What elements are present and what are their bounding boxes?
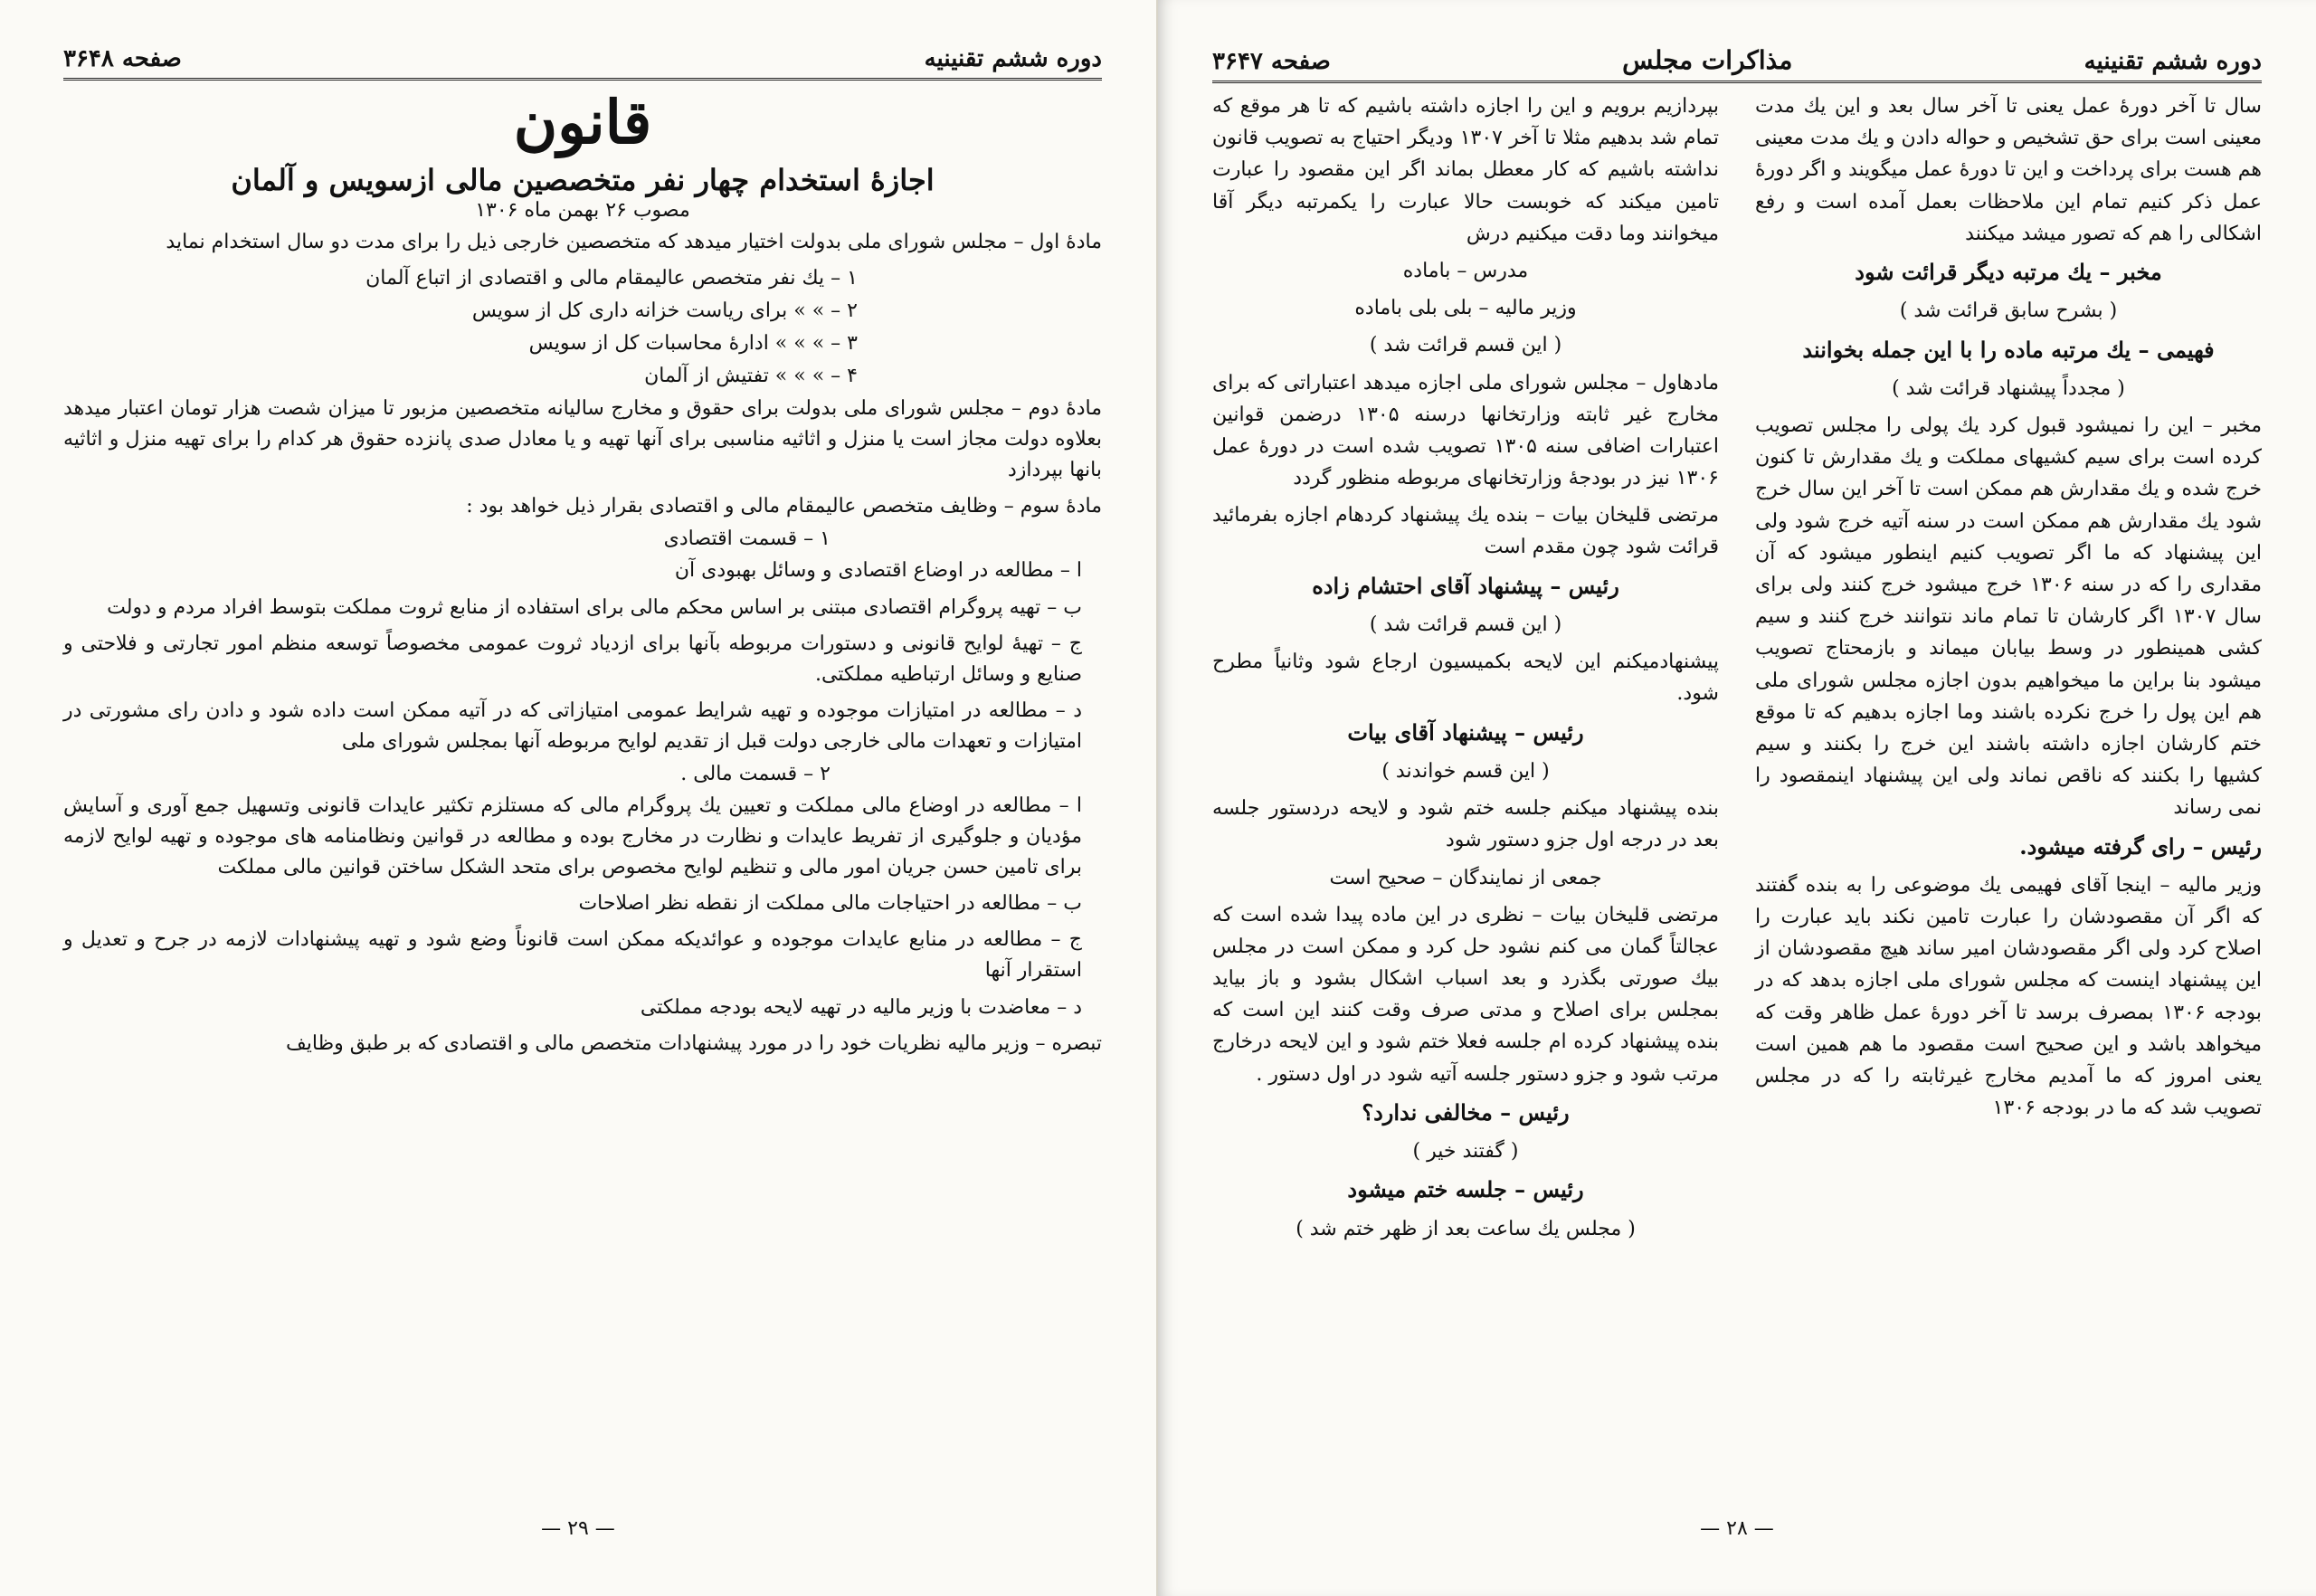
header-page-number: صفحه ۳۶۴۸ — [63, 45, 182, 72]
section-financial-heading: ۲ – قسمت مالی . — [680, 763, 831, 785]
financial-item: د – معاضدت با وزیر مالیه در تهیه لایحه بودجه مملکتی — [640, 995, 1082, 1019]
column-right — [1755, 90, 2262, 1502]
section-economic-heading: ۱ – قسمت اقتصادی — [663, 527, 831, 551]
paragraph: مخبر – این را نمیشود قبول کرد یك پولی را مجلس تصویب کرده است برای سیم کشیهای مملکت و یك مقدارش تا کنون خرج شده و یك مقدارش هم ممکن است تا آخر این سال خرج شود یك مقدارش هم ممکن است در سنه آتیه خرج شود ولی این پیشنهاد که ما اگر تصویب کنیم اینطور میشود که آن مقداری را که در سنه ۱۳۰۶ خرج میشود خرج کنند ولی برای سال ۱۳۰۷ اگر کارشان تا تمام ماند نتوانند خرج کنند و سیم کشی همینطور در وسط بیابان میماند و بازمحتاج تصویب میشود بنا براین ما میخواهیم بدون اجازه مجلس شورای ملی هم این پول را خرج نکرده باشند وما اجازه بدهیم که تا موقع ختم کارشان اجازه داشته باشند این خرج را بکنند و سیم کشیها را بکنند که ناقص نماند ولی این پیشنهاد اینمقصود را نمی رساند — [1755, 414, 2262, 820]
paragraph: بنده پیشنهاد میکنم جلسه ختم شود و لایحه دردستور جلسه بعد در درجه اول جزو دستور شود — [1212, 797, 1719, 852]
list-item: ۱ – یك نفر متخصص عالیمقام مالی و اقتصادی از اتباع آلمان — [365, 266, 858, 290]
financial-item: ج – مطالعه در منابع عایدات موجوده و عوائدیکه ممکن است قانوناً وضع شود و تهیه پیشنهادات لازمه در جرح و تعدیل و استقرار آنها — [63, 928, 1082, 983]
stage-direction: ( این قسم خواندند ) — [1381, 759, 1550, 783]
stage-direction: ( مجلس یك ساعت بعد از ظهر ختم شد ) — [1296, 1217, 1636, 1240]
paragraph: پیشنهادمیکنم این لایحه بکمیسیون ارجاع شود وثانیاً مطرح شود. — [1212, 651, 1719, 706]
speaker-line: رئیس – رای گرفته میشود. — [2019, 832, 2262, 860]
economic-item: ا – مطالعه در اوضاع اقتصادی و وسائل بهبودی آن — [674, 559, 1082, 583]
speaker-line: رئیس – مخالفی ندارد؟ — [1362, 1098, 1570, 1126]
column-left — [1212, 90, 1719, 1502]
stage-direction: ( این قسم قرائت شد ) — [1369, 613, 1562, 637]
header-page-number: صفحه ۳۶۴۷ — [1212, 48, 1331, 75]
speaker-line: فهیمی – یك مرتبه ماده را با این جمله بخوانند — [1802, 336, 2215, 363]
speaker-line: وزیر مالیه – بلی بلی باماده — [1354, 297, 1577, 320]
economic-item: ب – تهیه پروگرام اقتصادی مبتنی بر اساس محکم مالی برای استفاده از منابع ثروت مملکت بتوسط افراد مردم و دولت — [107, 595, 1082, 619]
list-item: ۴ – » » » تفتیش از آلمان — [644, 364, 858, 387]
header-title: مذاکرات مجلس — [1622, 45, 1793, 75]
speaker-line: رئیس – پیشنهاد آقای بیات — [1347, 718, 1584, 746]
speaker-line: رئیس – جلسه ختم میشود — [1347, 1176, 1584, 1203]
stage-direction: ( مجدداً پیشنهاد قرائت شد ) — [1892, 376, 2125, 400]
header-term: دوره ششم تقنینیه — [924, 45, 1102, 72]
page-header — [1212, 45, 2262, 83]
speaker-line: رئیس – پیشنهاد آقای احتشام زاده — [1312, 572, 1619, 599]
law-approval-date: مصوب ۲۶ بهمن ماه ۱۳۰۶ — [475, 198, 690, 222]
note: تبصره – وزیر مالیه نظریات خود را در مورد پیشنهادات متخصص مالی و اقتصادی که بر طبق وظایف — [286, 1031, 1102, 1055]
economic-item: ج – تهیهٔ لوایح قانونی و دستورات مربوطه بآنها برای ازدیاد ثروت عمومی مخصوصاً توسعه منظم امور تجارتی و فلاحتی و صنایع و وسائل ارتباطیه مملکتی. — [63, 632, 1082, 686]
article-1-list — [63, 263, 1102, 392]
article-1: مادهٔ اول – مجلس شورای ملی بدولت اختیار میدهد که متخصصین خارجی ذیل را برای مدت دو سال استخدام نماید — [166, 230, 1102, 253]
paragraph: بپردازیم برویم و این را اجازه داشته باشیم که تا هر موقع که تمام شد بدهیم مثلا تا آخر ۱۳۰۷ ودیگر احتیاج به تصویب قانون نداشته باشیم که کار معطل بماند اگر این مقصود را عبارت تامین میکند که خوبست حالا عبارت را یکمرتبه دیگر آقا میخوانند وما دقت میکنیم درش — [1212, 95, 1720, 245]
article-3: مادهٔ سوم – وظایف متخصص عالیمقام مالی و اقتصادی بقرار ذیل خواهد بود : — [466, 495, 1102, 518]
stage-direction: ( گفتند خیر ) — [1412, 1140, 1519, 1164]
paragraph: مرتضی قلیخان بیات – بنده یك پیشنهاد کردهام اجازه بفرمائید قرائت شود چون مقدم است — [1212, 504, 1719, 559]
page-folio: — ۲۸ — — [1700, 1517, 1774, 1540]
law-subtitle: اجازهٔ استخدام چهار نفر متخصصین مالی ازسویس و آلمان — [231, 162, 935, 197]
page-header — [63, 45, 1102, 81]
paragraph: مرتضی قلیخان بیات – نظری در این ماده پیدا شده است که عجالتاً گمان می کنم نشود حل کرد و ممکن است در مجلس بیك صورتی بگذرد و بعد اسباب اشکال بشود و باز بیاید بمجلس برای اصلاح و مدتی صرف وقت کنند این است که بنده پیشنهاد کرده ام جلسه فعلا ختم شود و این لایحه درخارج مرتب شود و جزو دستور جلسه آتیه شود در اول دستور . — [1212, 903, 1719, 1086]
list-item: ۲ – » » برای ریاست خزانه داری کل از سویس — [471, 299, 858, 322]
speaker-line: جمعی از نمایندگان – صحیح است — [1329, 866, 1602, 889]
header-term: دوره ششم تقنینیه — [2083, 48, 2262, 75]
paragraph: سال تا آخر دورهٔ عمل یعنی تا آخر سال بعد و این یك مدت معینی است برای حق تشخیص و حواله دادن و یك مدت معینی هم هست برای پرداخت و این تا دورهٔ عمل میگویند و اگر دورهٔ عمل ذکر کنیم تمام این ملاحظات بعمل آمده است و رفع اشکالی را هم که تصور میشد میکنند — [1755, 95, 2262, 245]
speaker-line: مخبر – یك مرتبه دیگر قرائت شود — [1855, 258, 2162, 285]
financial-item: ب – مطالعه در احتیاجات مالی مملکت از نقطه نظر اصلاحات — [578, 892, 1082, 916]
text-columns — [1212, 90, 2262, 1502]
financial-item: ا – مطالعه در اوضاع مالی مملکت و تعیین یك پروگرام مالی که مستلزم تکثیر عایدات قانونی وتسهیل جمع آوری و آسایش مؤدیان و جلوگیری از تفریط عایدات و نظارت در مخارج بوده و مطالعه در قوانین ونظامنامه های موجوده و تهیه لوایح لازمه برای تامین حسن جریان امور مالی و تنظیم لوایح مخصوص برای متحد الشکل ساختن قوانین مالی مملکت — [63, 794, 1082, 879]
paragraph: مادهاول – مجلس شورای ملی اجازه میدهد اعتباراتی که برای مخارج غیر ثابته وزارتخانها درسنه ۱۳۰۵ درضمن قوانین اعتبارات اضافی سنه ۱۳۰۵ تصویب شده است در دورهٔ عمل ۱۳۰۶ نیز در بودجهٔ وزارتخانهای مربوطه منظور گردد — [1212, 371, 1719, 490]
article-2: مادهٔ دوم – مجلس شورای ملی بدولت برای حقوق و مخارج سالیانه متخصصین مزبور تا میزان شصت هزار تومان اعتبار میدهد بعلاوه دولت مجاز است یا منزل و اثاثیه مناسبی برای آنها تهیه و یا معادل صدی پانزده حقوق هر کدام را برای تهیه منزل و اثاثیه بانها بپردازد — [63, 397, 1102, 482]
page-folio: — ۲۹ — — [541, 1517, 615, 1540]
right-page — [1158, 0, 2316, 1596]
speaker-line: مدرس – باماده — [1402, 259, 1529, 282]
list-item: ۳ – » » » ادارهٔ محاسبات کل از سویس — [528, 331, 858, 355]
economic-item: د – مطالعه در امتیازات موجوده و تهیه شرایط عمومی امتیازاتی که در آتیه ممکن است داده شود و دادن رای مشورتی در امتیازات و تعهدات مالی خارجی دولت قبل از تقدیم لوایح مربوطه آنها بمجلس شورای ملی — [63, 698, 1082, 753]
law-title: قانون — [513, 87, 652, 157]
paragraph: وزیر مالیه – اینجا آقای فهیمی یك موضوعی را به بنده گفتند که اگر آن مقصودشان را عبارت تامین نکند باید عبارت را اصلاح کرد ولی اگر مقصودشان امیر ساند هیچ مقصودشان از این پیشنهاد اینست که مجلس شورای ملی اجازه بدهد که در بودجه ۱۳۰۶ بمصرف برسد تا آخر دورهٔ عمل ظاهر وقت که میخواهد باشد و این صحیح است مقصود ما هم همین است یعنی امروز که ما آمدیم مخارج غیرثابته را که در مجلس تصویب شد که ما در بودجه ۱۳۰۶ — [1755, 873, 2263, 1120]
stage-direction: ( این قسم قرائت شد ) — [1369, 334, 1562, 357]
stage-direction: ( بشرح سابق قرائت شد ) — [1899, 299, 2118, 323]
